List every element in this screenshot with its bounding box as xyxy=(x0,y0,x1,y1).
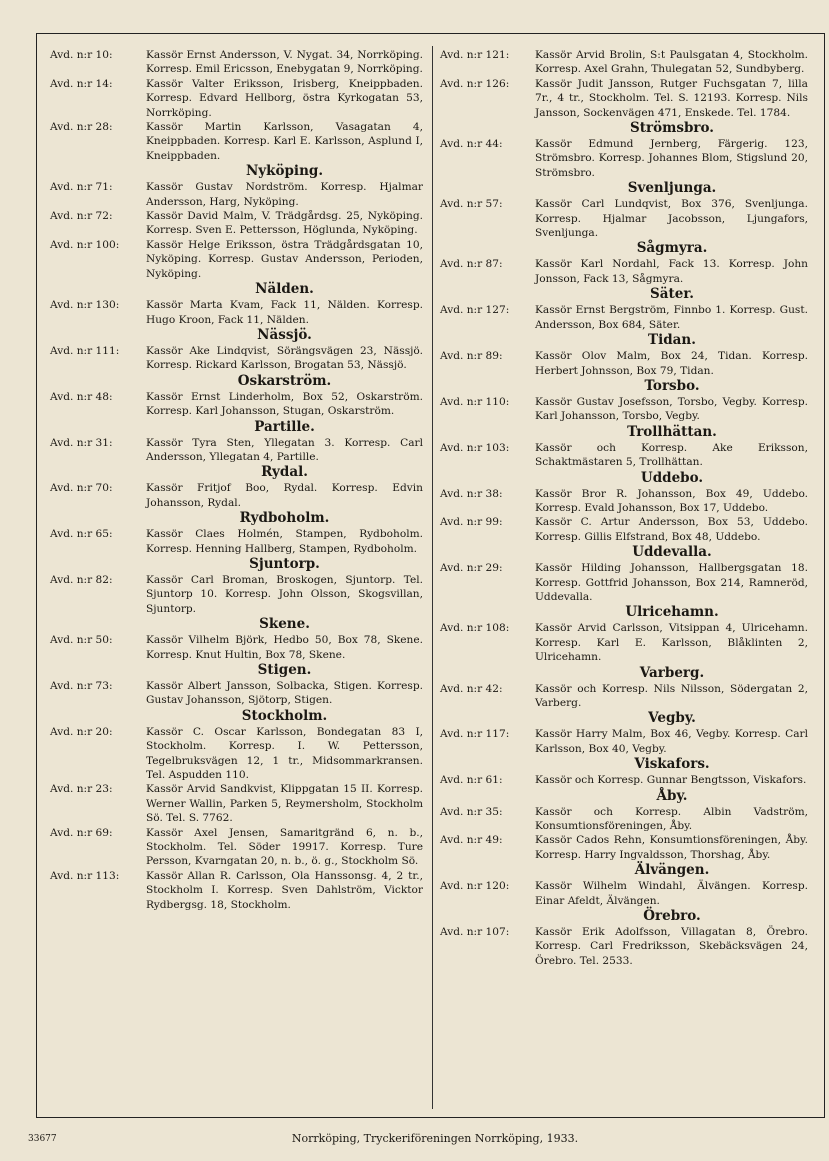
branch-contacts: Kassör Axel Jensen, Samaritgränd 6, n. b., Stockholm. Tel. Söder 19917. Korresp. Ture Persson, Kvarngatan 20, n. b., ö. g., Stockholm Sö. xyxy=(146,826,423,868)
branch-entry xyxy=(440,561,808,604)
branch-contacts: Kassör Olov Malm, Box 24, Tidan. Korresp. Herbert Johnsson, Box 79, Tidan. xyxy=(535,350,808,377)
branch-entry xyxy=(50,633,423,662)
branch-number: Avd. n:r 28: xyxy=(50,121,113,134)
branch-contacts: Kassör Vilhelm Björk, Hedbo 50, Box 78, Skene. Korresp. Knut Hultin, Box 78, Skene. xyxy=(146,634,423,661)
branch-contacts: Kassör Ernst Linderholm, Box 52, Oskarström. Korresp. Karl Johansson, Stugan, Oskarström. xyxy=(146,390,423,418)
branch-number: Avd. n:r 99: xyxy=(440,516,503,529)
town-heading: Viskafors. xyxy=(634,756,710,773)
branch-entry xyxy=(440,621,808,664)
branch-contacts: Kassör Albert Jansson, Solbacka, Stigen. Korresp. Gustav Johansson, Sjötorp, Stigen. xyxy=(146,680,423,707)
branch-contacts: Kassör Ernst Andersson, V. Nygat. 34, Norrköping. Korresp. Emil Ericsson, Enebygatan 9, Norrköping. xyxy=(146,49,423,76)
branch-entry xyxy=(50,209,423,238)
branch-contacts: Kassör Hilding Johansson, Hallbergsgatan 18. Korresp. Gottfrid Johansson, Box 214, Ramneröd, Uddevalla. xyxy=(535,562,808,603)
branch-entry xyxy=(50,436,423,465)
branch-number: Avd. n:r 70: xyxy=(50,482,113,495)
town-heading: Sågmyra. xyxy=(636,240,708,257)
branch-contacts: Kassör Ernst Bergström, Finnbo 1. Korresp. Gust. Andersson, Box 684, Säter. xyxy=(535,304,808,331)
branch-contacts: Kassör Gustav Josefsson, Torsbo, Vegby. Korresp. Karl Johansson, Torsbo, Vegby. xyxy=(535,395,808,423)
branch-number: Avd. n:r 82: xyxy=(50,573,113,586)
town-heading: Säter. xyxy=(650,286,694,303)
town-heading: Rydal. xyxy=(261,464,308,481)
branch-entry xyxy=(50,869,423,912)
branch-contacts: Kassör Allan R. Carlsson, Ola Hanssonsg. 4, 2 tr., Stockholm I. Korresp. Sven Dahlström, Vicktor Rydbergsg. 18, Stockholm. xyxy=(146,869,423,911)
town-heading: Strömsbro. xyxy=(629,120,714,137)
branch-number: Avd. n:r 107: xyxy=(440,926,510,939)
branch-entry xyxy=(50,77,423,120)
branch-contacts: Kassör Bror R. Johansson, Box 49, Uddebo. Korresp. Evald Johansson, Box 17, Uddebo. xyxy=(535,487,808,514)
branch-entry xyxy=(440,833,808,862)
branch-entry xyxy=(50,298,423,327)
branch-number: Avd. n:r 48: xyxy=(50,390,113,403)
branch-number: Avd. n:r 61: xyxy=(440,774,503,787)
town-heading: Uddebo. xyxy=(640,469,704,486)
town-heading: Ulricehamn. xyxy=(625,604,719,621)
town-heading: Stockholm. xyxy=(241,707,328,724)
branch-entry xyxy=(440,682,808,711)
branch-number: Avd. n:r 127: xyxy=(440,304,510,317)
branch-contacts: Kassör Fritjof Boo, Rydal. Korresp. Edvin Johansson, Rydal. xyxy=(146,482,423,509)
town-heading: Älvängen. xyxy=(634,862,710,879)
branch-entry xyxy=(50,120,423,163)
branch-entry xyxy=(440,349,808,378)
branch-number: Avd. n:r 121: xyxy=(440,49,510,61)
branch-entry xyxy=(440,925,808,968)
branch-contacts: Kassör C. Artur Andersson, Box 53, Uddebo. Korresp. Gillis Elfstrand, Box 48, Uddebo. xyxy=(535,516,808,543)
footer-imprint: Norrköping, Tryckeriföreningen Norrköping, 1933. xyxy=(291,1132,579,1145)
branch-contacts: Kassör Wilhelm Windahl, Älvängen. Korresp. Einar Afeldt, Älvängen. xyxy=(535,880,808,907)
branch-contacts: Kassör Claes Holmén, Stampen, Rydboholm. Korresp. Henning Hallberg, Stampen, Rydboholm. xyxy=(146,528,423,555)
branch-entry xyxy=(440,773,808,787)
town-heading: Tidan. xyxy=(648,332,696,349)
branch-number: Avd. n:r 14: xyxy=(50,77,113,90)
branch-number: Avd. n:r 35: xyxy=(440,805,503,818)
branch-entry xyxy=(440,487,808,516)
branch-contacts: Kassör Arvid Carlsson, Vitsippan 4, Ulricehamn. Korresp. Karl E. Karlsson, Blåklinten 2, Ulricehamn. xyxy=(535,622,808,664)
town-heading: Varberg. xyxy=(639,664,705,681)
branch-entry xyxy=(440,727,808,756)
branch-contacts: Kassör Judit Jansson, Rutger Fuchsgatan 7, lilla 7r., 4 tr., Stockholm. Tel. S. 12193. Korresp. Nils Jansson, Sockenvägen 471, Enskede. Tel. 1784. xyxy=(535,77,808,119)
branch-entry xyxy=(50,679,423,708)
branch-number: Avd. n:r 29: xyxy=(440,562,503,575)
branch-entry xyxy=(50,48,423,77)
branch-entry xyxy=(50,344,423,373)
town-heading: Vegby. xyxy=(648,710,696,727)
branch-entry xyxy=(440,395,808,424)
branch-contacts: Kassör Karl Nordahl, Fack 13. Korresp. John Jonsson, Fack 13, Sågmyra. xyxy=(535,258,808,285)
branch-contacts: Kassör Tyra Sten, Yllegatan 3. Korresp. Carl Andersson, Yllegatan 4, Partille. xyxy=(146,436,423,463)
branch-number: Avd. n:r 72: xyxy=(50,210,113,223)
branch-contacts: Kassör Valter Eriksson, Irisberg, Kneippbaden. Korresp. Edvard Hellborg, östra Kyrkogatan 53, Norrköping. xyxy=(146,77,423,119)
branch-contacts: Kassör Marta Kvam, Fack 11, Nälden. Korresp. Hugo Kroon, Fack 11, Nälden. xyxy=(146,299,423,326)
town-heading: Stigen. xyxy=(257,662,312,678)
branch-number: Avd. n:r 44: xyxy=(440,138,503,151)
town-heading: Torsbo. xyxy=(644,377,700,394)
branch-contacts: Kassör och Korresp. Gunnar Bengtsson, Viskafors. xyxy=(535,774,807,787)
town-heading: Örebro. xyxy=(643,908,701,925)
branch-entry xyxy=(440,515,808,544)
branch-contacts: Kassör Ake Lindqvist, Sörängsvägen 23, Nässjö. Korresp. Rickard Karlsson, Brogatan 53, Nässjö. xyxy=(146,344,423,372)
branch-contacts: Kassör och Korresp. Albin Vadström, Konsumtionsföreningen, Åby. xyxy=(535,805,808,833)
branch-contacts: Kassör C. Oscar Karlsson, Bondegatan 83 I, Stockholm. Korresp. I. W. Pettersson, Tegelbruksvägen 12, 1 tr., Midsommarkransen. Tel. Aspudden 110. xyxy=(146,725,423,782)
town-heading: Nälden. xyxy=(255,281,314,298)
branch-contacts: Kassör Edmund Jernberg, Färgerig. 123, Strömsbro. Korresp. Johannes Blom, Stigslund 20, Strömsbro. xyxy=(535,138,808,179)
left-column xyxy=(50,48,423,912)
branch-number: Avd. n:r 69: xyxy=(50,826,113,839)
branch-entry xyxy=(50,725,423,783)
branch-number: Avd. n:r 20: xyxy=(50,725,113,738)
branch-contacts: Kassör Carl Lundqvist, Box 376, Svenljunga. Korresp. Hjalmar Jacobsson, Ljungafors, Svenljunga. xyxy=(535,198,808,240)
branch-number: Avd. n:r 23: xyxy=(50,783,113,796)
branch-contacts: Kassör Carl Broman, Broskogen, Sjuntorp. Tel. Sjuntorp 10. Korresp. John Olsson, Skogsvillan, Sjuntorp. xyxy=(146,573,423,615)
branch-entry xyxy=(50,180,423,209)
branch-contacts: Kassör och Korresp. Nils Nilsson, Södergatan 2, Varberg. xyxy=(535,682,808,709)
branch-entry xyxy=(440,137,808,180)
branch-entry xyxy=(50,527,423,556)
branch-contacts: Kassör Martin Karlsson, Vasagatan 4, Kneippbaden. Korresp. Karl E. Karlsson, Asplund I, Kneippbaden. xyxy=(146,121,423,162)
branch-number: Avd. n:r 108: xyxy=(440,622,510,635)
branch-number: Avd. n:r 130: xyxy=(50,299,120,312)
branch-number: Avd. n:r 100: xyxy=(50,238,120,251)
branch-number: Avd. n:r 38: xyxy=(440,487,503,500)
branch-number: Avd. n:r 31: xyxy=(50,436,113,449)
branch-number: Avd. n:r 111: xyxy=(50,344,120,357)
branch-contacts: Kassör Arvid Brolin, S:t Paulsgatan 4, Stockholm. Korresp. Axel Grahn, Thulegatan 52, Sundbyberg. xyxy=(535,49,808,76)
column-divider xyxy=(432,46,433,1109)
branch-contacts: Kassör Gustav Nordström. Korresp. Hjalmar Andersson, Harg, Nyköping. xyxy=(146,181,423,208)
branch-number: Avd. n:r 49: xyxy=(440,834,503,847)
branch-contacts: Kassör Arvid Sandkvist, Klippgatan 15 II. Korresp. Werner Wallin, Parken 5, Reymersholm, Stockholm Sö. Tel. S. 7762. xyxy=(146,783,423,825)
branch-number: Avd. n:r 10: xyxy=(50,49,113,61)
town-heading: Oskarström. xyxy=(237,372,332,389)
branch-number: Avd. n:r 42: xyxy=(440,682,503,695)
branch-entry xyxy=(50,826,423,869)
branch-number: Avd. n:r 50: xyxy=(50,634,113,647)
branch-number: Avd. n:r 65: xyxy=(50,528,113,541)
branch-number: Avd. n:r 57: xyxy=(440,198,503,211)
branch-entry xyxy=(440,197,808,240)
branch-number: Avd. n:r 89: xyxy=(440,350,503,363)
branch-entry xyxy=(440,805,808,834)
branch-entry xyxy=(440,879,808,908)
branch-entry xyxy=(50,481,423,510)
town-heading: Skene. xyxy=(259,616,310,633)
branch-contacts: Kassör David Malm, V. Trädgårdsg. 25, Nyköping. Korresp. Sven E. Pettersson, Höglunda, Nyköping. xyxy=(146,210,423,237)
town-heading: Uddevalla. xyxy=(632,544,712,561)
town-heading: Trollhättan. xyxy=(627,423,717,440)
branch-number: Avd. n:r 120: xyxy=(440,880,510,893)
town-heading: Svenljunga. xyxy=(627,180,717,197)
branch-number: Avd. n:r 113: xyxy=(50,869,120,882)
town-heading: Rydboholm. xyxy=(239,510,330,527)
branch-entry xyxy=(440,257,808,286)
branch-number: Avd. n:r 126: xyxy=(440,77,510,90)
branch-entry xyxy=(50,238,423,281)
branch-contacts: Kassör och Korresp. Ake Eriksson, Schaktmästaren 5, Trollhättan. xyxy=(535,441,808,469)
branch-number: Avd. n:r 73: xyxy=(50,680,113,692)
branch-entry xyxy=(440,303,808,332)
town-heading: Nässjö. xyxy=(257,326,312,343)
branch-number: Avd. n:r 117: xyxy=(440,728,510,741)
branch-number: Avd. n:r 71: xyxy=(50,181,113,194)
branch-number: Avd. n:r 87: xyxy=(440,258,503,271)
branch-entry xyxy=(440,441,808,470)
branch-number: Avd. n:r 110: xyxy=(440,395,510,408)
branch-entry xyxy=(50,782,423,825)
town-heading: Sjuntorp. xyxy=(249,555,320,572)
branch-number: Avd. n:r 103: xyxy=(440,441,510,454)
branch-entry xyxy=(50,390,423,419)
branch-entry xyxy=(440,77,808,120)
town-heading: Partille. xyxy=(254,418,315,435)
branch-contacts: Kassör Erik Adolfsson, Villagatan 8, Örebro. Korresp. Carl Fredriksson, Skebäcksvägen 24, Örebro. Tel. 2533. xyxy=(535,926,808,967)
town-heading: Åby. xyxy=(656,787,688,804)
branch-contacts: Kassör Harry Malm, Box 46, Vegby. Korresp. Carl Karlsson, Box 40, Vegby. xyxy=(535,728,808,755)
branch-entry xyxy=(440,48,808,77)
right-column xyxy=(440,48,808,968)
branch-contacts: Kassör Cados Rehn, Konsumtionsföreningen, Åby. Korresp. Harry Ingvaldsson, Thorshag, Åby. xyxy=(535,834,808,861)
branch-contacts: Kassör Helge Eriksson, östra Trädgårdsgatan 10, Nyköping. Korresp. Gustav Andersson, Perioden, Nyköping. xyxy=(146,238,423,280)
branch-entry xyxy=(50,573,423,616)
town-heading: Nyköping. xyxy=(245,163,324,180)
print-number: 33677 xyxy=(28,1134,57,1144)
